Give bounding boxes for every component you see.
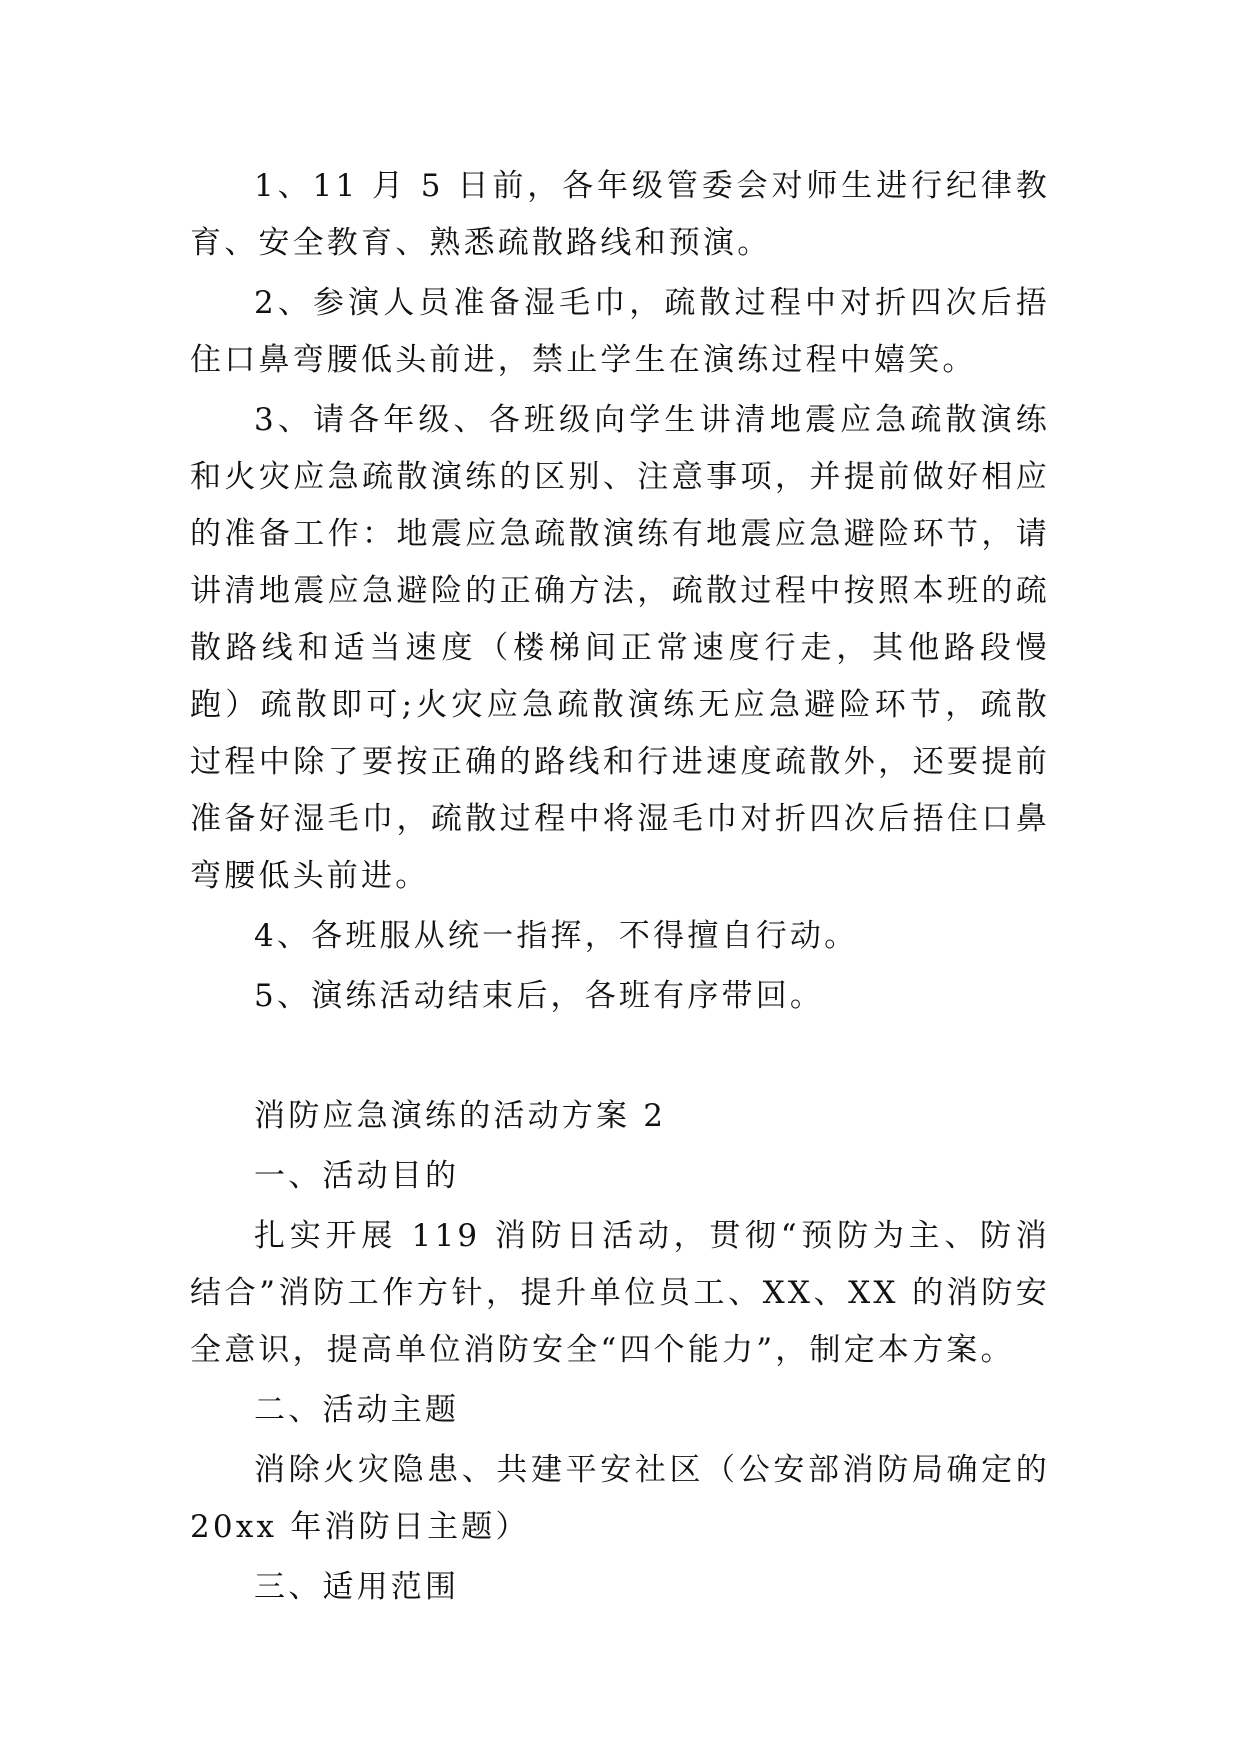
paragraph-item-5: 5、演练活动结束后，各班有序带回。 — [254, 978, 825, 1014]
paragraph-item-1: 1、11 月 5 日前，各年级管委会对师生进行纪律教育、安全教育、熟悉疏散路线和预演。 — [190, 168, 1050, 261]
paragraph-item-3: 3、请各年级、各班级向学生讲清地震应急疏散演练和火灾应急疏散演练的区别、注意事项，并提前做好相应的准备工作：地震应急疏散演练有地震应急避险环节，请讲清地震应急避险的正确方法，疏散过程中按照本班的疏散路线和适当速度（楼梯间正常速度行走，其他路段慢跑）疏散即可;火灾应急疏散演练无应急避险环节，疏散过程中除了要按正确的路线和行进速度疏散外，还要提前准备好湿毛巾，疏散过程中将湿毛巾对折四次后捂住口鼻弯腰低头前进。 — [190, 402, 1050, 894]
paragraph-theme: 消除火灾隐患、共建平安社区（公安部消防局确定的20xx 年消防日主题） — [190, 1452, 1050, 1545]
paragraph-item-4: 4、各班服从统一指挥，不得擅自行动。 — [254, 918, 859, 954]
paragraph-purpose: 扎实开展 119 消防日活动，贯彻“预防为主、防消结合”消防工作方针，提升单位员工、XX、XX 的消防安全意识，提高单位消防安全“四个能力”，制定本方案。 — [190, 1218, 1050, 1368]
heading-theme: 二、活动主题 — [254, 1392, 460, 1428]
heading-purpose: 一、活动目的 — [254, 1158, 460, 1194]
paragraph-item-2: 2、参演人员准备湿毛巾，疏散过程中对折四次后捂住口鼻弯腰低头前进，禁止学生在演练过程中嬉笑。 — [190, 285, 1050, 378]
section-title: 消防应急演练的活动方案 2 — [254, 1098, 667, 1134]
document-body — [190, 158, 1050, 1619]
heading-scope: 三、适用范围 — [254, 1569, 460, 1605]
section-spacer — [190, 1028, 1050, 1088]
